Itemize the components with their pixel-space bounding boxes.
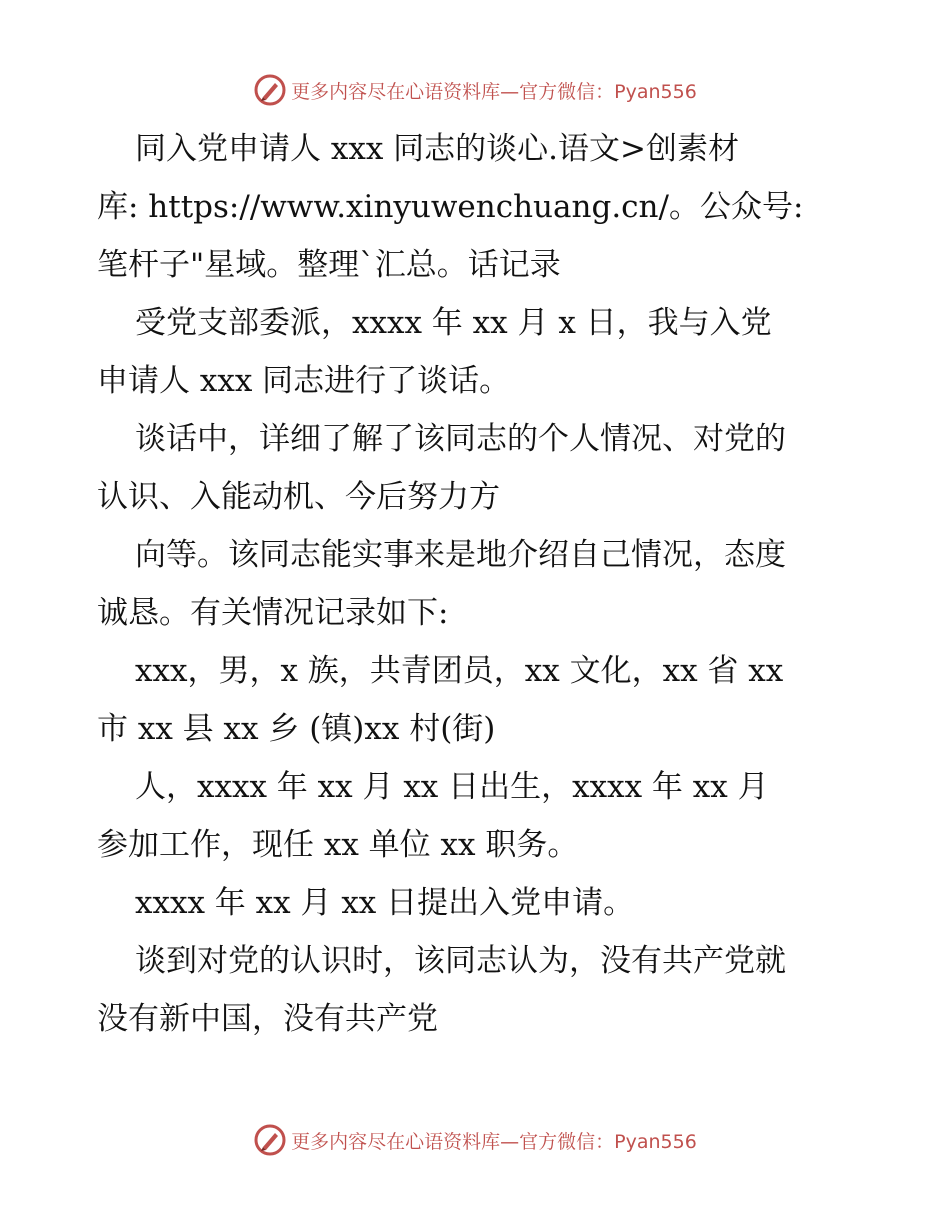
text-line: 人，xxxx 年 xx 月 xx 日出生，xxxx 年 xx 月 — [135, 769, 769, 805]
banner-text: 更多内容尽在心语资料库—官方微信：Pyan556 — [291, 1130, 697, 1153]
pen-logo-icon — [253, 1123, 287, 1157]
banner-text: 更多内容尽在心语资料库—官方微信：Pyan556 — [291, 80, 697, 103]
text-line: 笔杆子"星域。整理`汇总。话记录 — [97, 247, 561, 283]
text-line: 参加工作，现任 xx 单位 xx 职务。 — [97, 827, 579, 863]
text-line: 向等。该同志能实事来是地介绍自己情况，态度 — [135, 537, 786, 573]
text-line: 谈到对党的认识时，该同志认为，没有共产党就 — [135, 943, 786, 979]
pen-logo-icon — [253, 73, 287, 107]
header-banner — [0, 70, 950, 110]
text-line: 诚恳。有关情况记录如下: — [97, 595, 449, 631]
footer-banner — [0, 1120, 950, 1160]
text-line: 申请人 xxx 同志进行了谈话。 — [97, 363, 511, 399]
text-line: 认识、入能动机、今后努力方 — [97, 479, 500, 515]
text-line: 库: https://www.xinyuwenchuang.cn/。公众号: — [97, 189, 804, 225]
document-body — [97, 120, 857, 1048]
text-line: 没有新中国，没有共产党 — [97, 1001, 438, 1037]
text-line: 谈话中，详细了解了该同志的个人情况、对党的 — [135, 421, 786, 457]
text-line: xxxx 年 xx 月 xx 日提出入党申请。 — [135, 885, 635, 921]
text-line: xxx，男，x 族，共青团员，xx 文化，xx 省 xx — [135, 653, 784, 689]
text-line: 市 xx 县 xx 乡 (镇)xx 村(街) — [97, 711, 496, 747]
text-line: 同入党申请人 xxx 同志的谈心.语文>创素材 — [135, 131, 739, 167]
text-line: 受党支部委派，xxxx 年 xx 月 x 日，我与入党 — [135, 305, 772, 341]
